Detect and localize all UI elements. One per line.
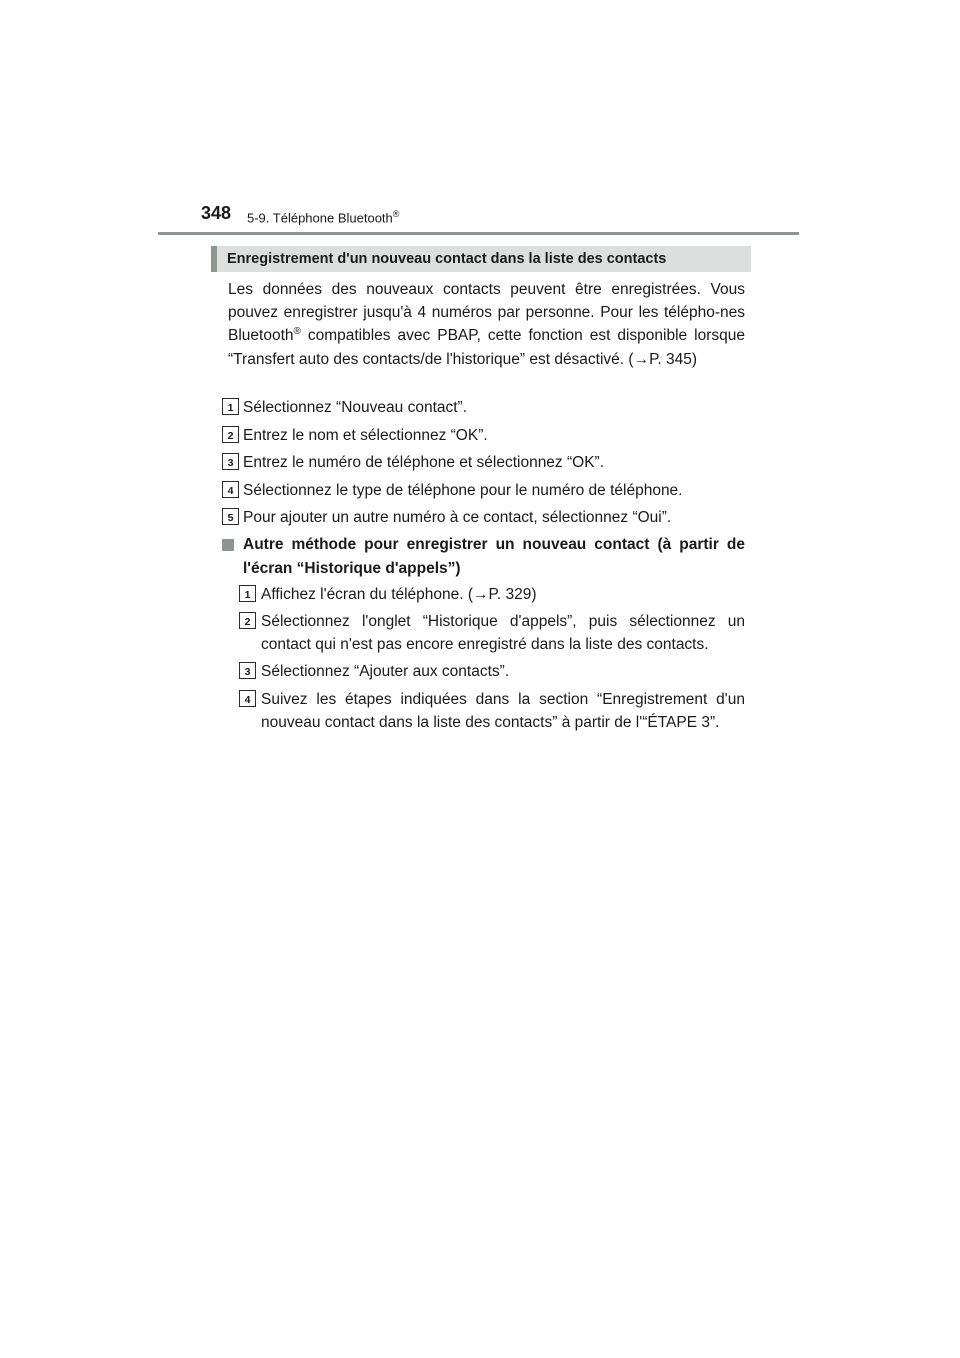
section-title-text: 5-9. Téléphone Bluetooth — [247, 210, 393, 226]
step-text: Entrez le nom et sélectionnez “OK”. — [243, 427, 488, 444]
intro-text-2: compatibles avec PBAP, cette fonction est disponible lorsque “Transfert auto des contacts/de l'historique” est désactivé. ( — [228, 327, 745, 368]
intro-page-ref: P. 345) — [649, 350, 698, 368]
step-number-badge: 4 — [239, 690, 256, 707]
intro-registered-mark: ® — [293, 326, 301, 338]
registered-mark: ® — [392, 209, 400, 219]
step-number-badge: 1 — [239, 585, 256, 602]
arrow-icon: → — [633, 350, 650, 368]
step-number-badge: 3 — [239, 662, 256, 679]
section-heading-box — [211, 246, 751, 272]
step-text: Entrez le numéro de téléphone et sélectionnez “OK”. — [243, 454, 605, 471]
page-number: 348 — [201, 203, 232, 223]
step-text: Sélectionnez le type de téléphone pour le numéro de téléphone. — [243, 482, 683, 499]
step-text: Affichez l'écran du téléphone. (→P. 329) — [261, 586, 537, 603]
step-text: Sélectionnez l'onglet “Historique d'appels”, puis sélectionnez un contact qui n'est pas encore enregistré dans la liste des contacts. — [261, 613, 745, 653]
step-text: Sélectionnez “Nouveau contact”. — [243, 399, 468, 416]
step-number-badge: 4 — [222, 481, 239, 498]
step-text: Pour ajouter un autre numéro à ce contact, sélectionnez “Oui”. — [243, 509, 672, 526]
subsection-title: Autre méthode pour enregistrer un nouveau contact (à partir de l'écran “Historique d'appels”) — [243, 536, 745, 577]
step-text: Sélectionnez “Ajouter aux contacts”. — [261, 663, 510, 680]
step-number-badge: 1 — [222, 398, 239, 415]
step-number-badge: 2 — [239, 612, 256, 629]
step-number-badge: 5 — [222, 508, 239, 525]
step-text: Suivez les étapes indiquées dans la section “Enregistrement d'un nouveau contact dans la liste des contacts” à partir de l'“ÉTAPE 3”. — [261, 691, 745, 731]
intro-text-1: Les données des nouveaux contacts peuvent être enregistrées. Vous pouvez enregistrer jusqu'à 4 numéros par personne. Pour les télépho-nes Bluetooth — [228, 281, 745, 345]
square-bullet-icon — [222, 539, 234, 551]
section-heading: Enregistrement d'un nouveau contact dans la liste des contacts — [227, 251, 667, 267]
step-number-badge: 2 — [222, 426, 239, 443]
step-number-badge: 3 — [222, 453, 239, 470]
header-divider — [158, 232, 799, 235]
intro-paragraph — [228, 278, 745, 371]
section-title — [247, 209, 399, 225]
